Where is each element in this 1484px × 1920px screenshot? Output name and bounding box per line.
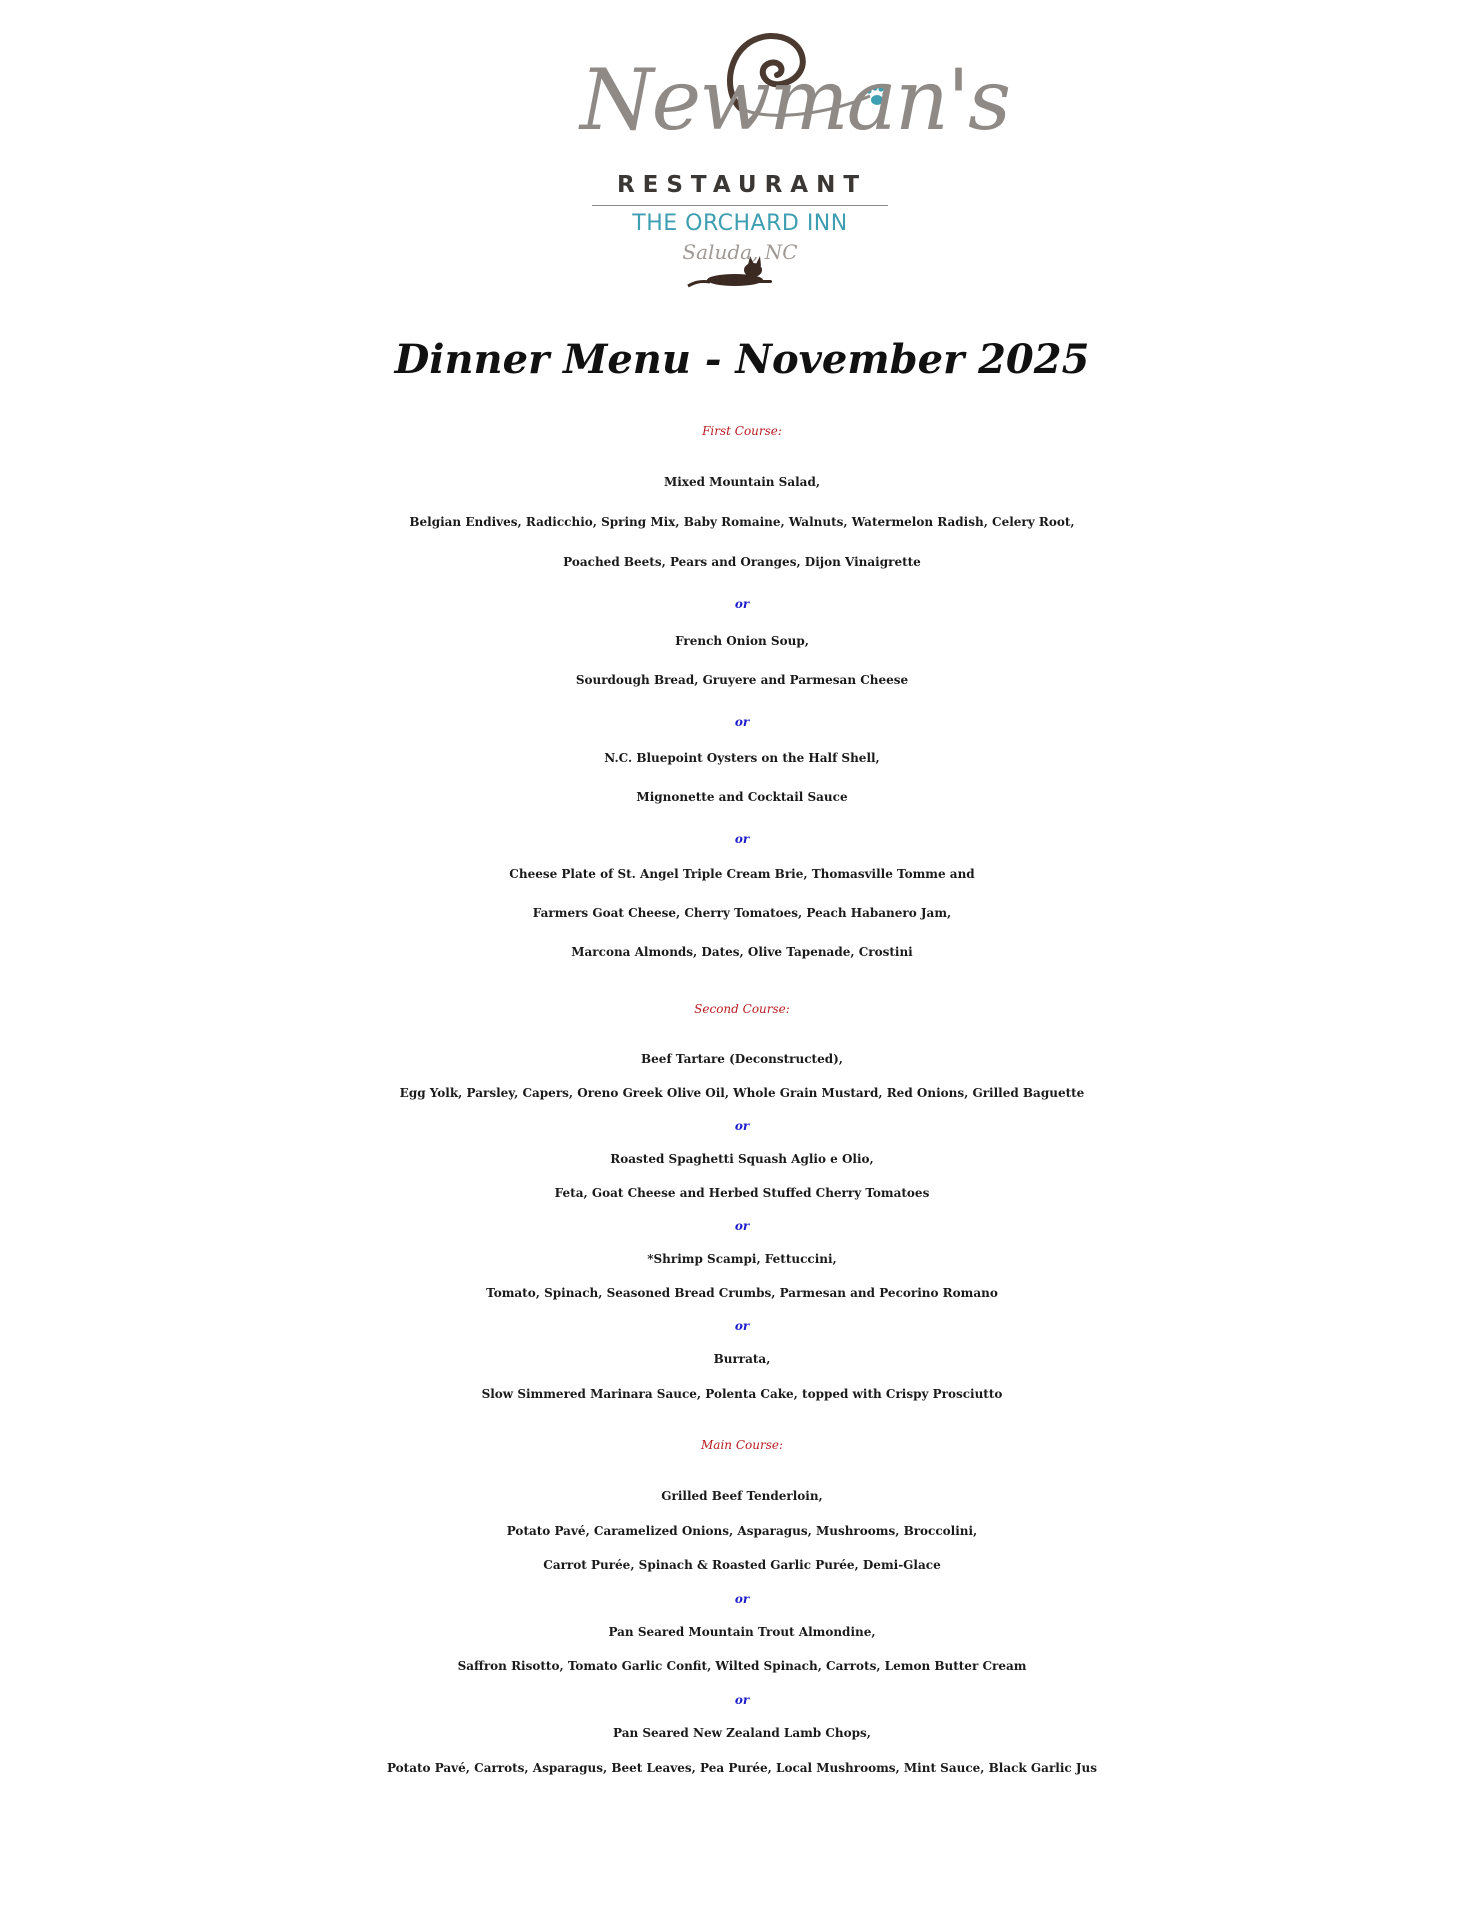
menu-item-detail: Farmers Goat Cheese, Cherry Tomatoes, Peach Habanero Jam, — [532, 906, 952, 920]
menu-item-detail: Potato Pavé, Carrots, Asparagus, Beet Leaves, Pea Purée, Local Mushrooms, Mint Sauce, Black Garlic Jus — [386, 1761, 1098, 1775]
menu-item-title: Pan Seared Mountain Trout Almondine, — [608, 1625, 876, 1639]
menu-item-detail: Potato Pavé, Caramelized Onions, Asparagus, Mushrooms, Broccolini, — [506, 1524, 978, 1538]
logo-restaurant: RESTAURANT — [616, 172, 868, 198]
or-separator: or — [734, 1693, 750, 1707]
menu-item-detail: Poached Beets, Pears and Oranges, Dijon Vinaigrette — [563, 555, 921, 569]
or-separator: or — [734, 1592, 750, 1606]
menu-item-title: Burrata, — [713, 1352, 771, 1366]
logo-rule — [592, 205, 888, 206]
main-course-heading: Main Course: — [701, 1438, 783, 1452]
menu-item-detail: Tomato, Spinach, Seasoned Bread Crumbs, Parmesan and Pecorino Romano — [486, 1286, 998, 1300]
menu-item-detail: Saffron Risotto, Tomato Garlic Confit, Wilted Spinach, Carrots, Lemon Butter Cream — [457, 1659, 1027, 1673]
menu-item-detail: Mignonette and Cocktail Sauce — [636, 790, 848, 804]
menu-item-detail: Belgian Endives, Radicchio, Spring Mix, Baby Romaine, Walnuts, Watermelon Radish, Celery Root, — [409, 515, 1075, 529]
menu-item-title: Cheese Plate of St. Angel Triple Cream Brie, Thomasville Tomme and — [509, 867, 975, 881]
menu-item-title: French Onion Soup, — [675, 634, 809, 648]
menu-item-title: Pan Seared New Zealand Lamb Chops, — [613, 1726, 871, 1740]
menu-item-detail: Sourdough Bread, Gruyere and Parmesan Cheese — [575, 673, 909, 687]
menu-item-title: Grilled Beef Tenderloin, — [661, 1489, 823, 1503]
second-course-heading: Second Course: — [694, 1002, 790, 1016]
menu-item-detail: Egg Yolk, Parsley, Capers, Oreno Greek Olive Oil, Whole Grain Mustard, Red Onions, Grilled Baguette — [399, 1086, 1085, 1100]
menu-item-detail: Slow Simmered Marinara Sauce, Polenta Cake, topped with Crispy Prosciutto — [481, 1387, 1003, 1401]
logo-inn: THE ORCHARD INN — [632, 211, 848, 236]
logo-place: Saluda, NC — [682, 240, 798, 264]
menu-item-title: *Shrimp Scampi, Fettuccini, — [647, 1252, 837, 1266]
or-separator: or — [734, 1319, 750, 1333]
or-separator: or — [734, 597, 750, 611]
menu-item-title: N.C. Bluepoint Oysters on the Half Shell, — [604, 751, 880, 765]
or-separator: or — [734, 832, 750, 846]
or-separator: or — [734, 1219, 750, 1233]
menu-item-detail: Marcona Almonds, Dates, Olive Tapenade, Crostini — [571, 945, 913, 959]
menu-item-title: Beef Tartare (Deconstructed), — [641, 1052, 843, 1066]
first-course-heading: First Course: — [702, 424, 782, 438]
menu-title: Dinner Menu - November 2025 — [394, 336, 1090, 383]
or-separator: or — [734, 715, 750, 729]
restaurant-logo — [570, 18, 1010, 293]
menu-item-title: Mixed Mountain Salad, — [663, 475, 821, 489]
menu-item-title: Roasted Spaghetti Squash Aglio e Olio, — [610, 1152, 874, 1166]
or-separator: or — [734, 1119, 750, 1133]
logo-script-name: Newman's — [580, 51, 1010, 149]
menu-item-detail: Feta, Goat Cheese and Herbed Stuffed Cherry Tomatoes — [554, 1186, 930, 1200]
menu-item-detail: Carrot Purée, Spinach & Roasted Garlic Purée, Demi-Glace — [543, 1558, 941, 1572]
